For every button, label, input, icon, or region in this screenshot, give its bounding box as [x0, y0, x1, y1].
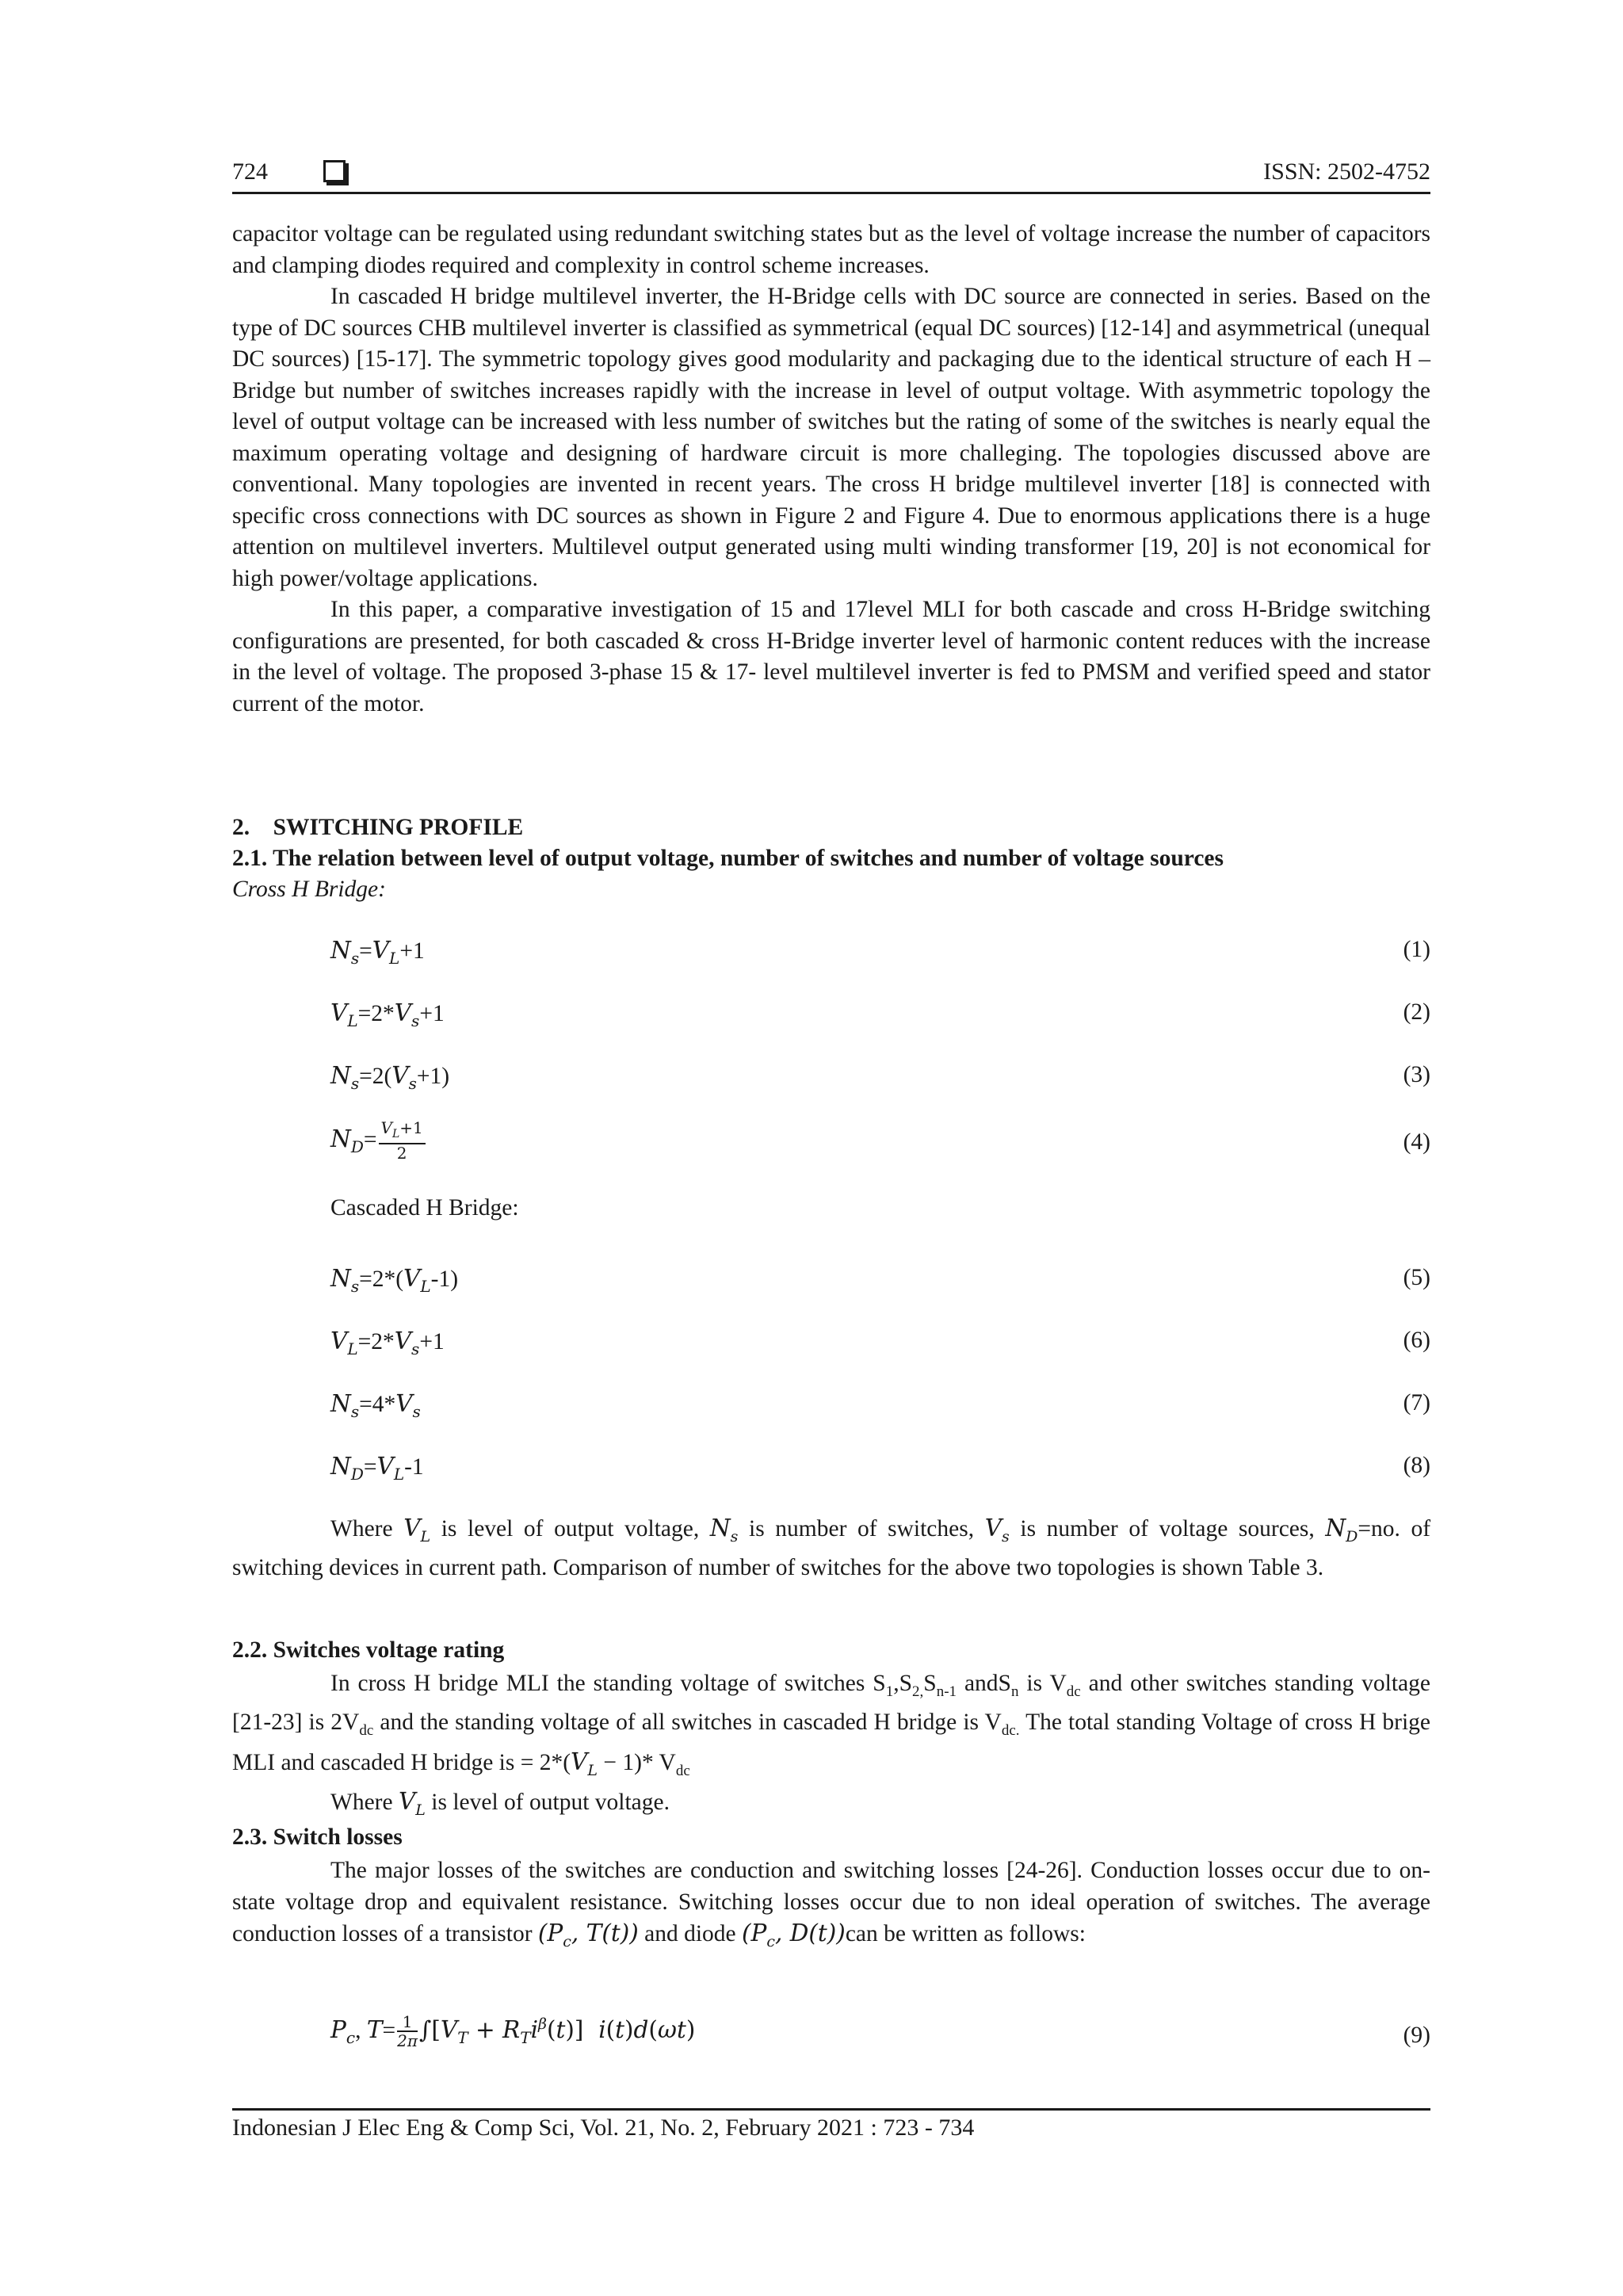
equation-number-9: (9) [1403, 2023, 1430, 2048]
switches-rating-paragraph: In cross H bridge MLI the standing voltage of switches $S_1,S_{2,}S_{n-1}$ andS$_n$ is $V_{dc}$ and other switches standing voltage [21-23] is $2V_{dc}$ and the standing voltage of all switches in cascaded H bridge is $V_{dc.}$ The total standing Voltage of cross H brige MLI and cascaded H bridge is = $2*(V_L - 1)*$ $V_{dc}$ Where $V_L$ is level of output voltage. [232, 1671, 1431, 1820]
equation-8: $N_D=V_L-1$ [330, 1453, 424, 1484]
where-text-5: =no. of switching devices in current path. Comparison of number of switches for the above two topologies is shown Table 3. [232, 1516, 1431, 1581]
page-header [232, 152, 1430, 193]
subsection-2-1-heading: 2.1. The relation between level of output voltage, number of switches and number of voltage sources [232, 846, 1224, 871]
p23-part-a: The major losses of the switches are conduction and switching losses [24-26]. Conduction losses occur due to on-state voltage drop and equivalent resistance. Switching losses occur due to non ideal operation of switches. The average conduction losses of a transistor [232, 1858, 1430, 1946]
where-text-1: Where [330, 1516, 393, 1541]
paragraph-2: In cascaded H bridge multilevel inverter, the H-Bridge cells with DC source are connected in series. Based on the type of DC sources CHB multilevel inverter is classified as symmetrical (equal DC sources) [12-14] and asymmetrical (unequal DC sources) [15-17]. The symmetric topology gives good modularity and packaging due to the identical structure of each H – Bridge but number of switches increases rapidly with the increase in level of output voltage. With asymmetric topology the level of output voltage can be increased with less number of switches but the rating of some of the switches is nearly equal the maximum operating voltage and designing of hardware circuit is more challeging. The topologies discussed above are conventional. Many topologies are invented in recent years. The cross H bridge multilevel inverter [18] is connected with specific cross connections with DC sources as shown in Figure 2 and Figure 4. Due to enormous applications there is a huge attention on multilevel inverters. Multilevel output generated using multi winding transformer [19, 20] is not economical for high power/voltage applications. [232, 284, 1430, 591]
equation-number-8: (8) [1403, 1453, 1430, 1478]
p22-part-b: and other switches standing voltage [21-23] is 2V [232, 1671, 1430, 1736]
p22-part-g: is level of output voltage. [431, 1790, 670, 1816]
equation-number-5: (5) [1403, 1265, 1430, 1290]
equation-3: $N_s=2(V_s+1)$ [330, 1062, 450, 1093]
subsection-2-2-heading: 2.2. Switches voltage rating [232, 1637, 505, 1663]
cascaded-h-bridge-label: Cascaded H Bridge: [330, 1195, 519, 1221]
equation-6: $V_L=2*V_s+1$ [330, 1328, 445, 1358]
footer-rule [232, 2108, 1430, 2111]
issn-label: ISSN: 2502-4752 [1263, 159, 1430, 185]
equation-7: $N_s=4*V_s$ [330, 1390, 421, 1421]
equation-1: $N_s=V_L+1$ [330, 937, 425, 968]
p22-part-d: The total standing Voltage of cross H brige MLI and cascaded H bridge is = 2*( [232, 1710, 1431, 1775]
equation-9: $P_c$, T= $\frac{1}{2\pi}$ $\int[V_T + R_Ti^\beta(t)]$ i(t)d(ωt) [330, 2012, 696, 2050]
intro-text [232, 219, 1430, 720]
equation-number-1: (1) [1403, 937, 1430, 962]
equation-number-7: (7) [1403, 1390, 1430, 1415]
cross-h-bridge-label: Cross H Bridge: [232, 877, 386, 902]
paragraph-3: In this paper, a comparative investigation of 15 and 17level MLI for both cascade and cross H-Bridge switching configurations are presented, for both cascaded & cross H-Bridge inverter level of harmonic content reduces with the increase in the level of voltage. The proposed 3-phase 15 & 17- level multilevel inverter is fed to PMSM and verified speed and stator current of the motor. [232, 597, 1430, 716]
equation-number-6: (6) [1403, 1328, 1430, 1353]
equation-2: $V_L=2*V_s+1$ [330, 999, 445, 1030]
header-rule [232, 192, 1430, 194]
section-heading: 2. SWITCHING PROFILE [232, 815, 524, 840]
where-text-2: is level of output voltage, [441, 1516, 700, 1541]
paragraph-1: capacitor voltage can be regulated using redundant switching states but as the level of voltage increase the number of capacitors and clamping diodes required and complexity in control scheme increases. [232, 221, 1430, 278]
equation-number-3: (3) [1403, 1062, 1430, 1087]
equation-number-4: (4) [1403, 1129, 1430, 1155]
subsection-2-3-heading: 2.3. Switch losses [232, 1824, 403, 1850]
page-footer: Indonesian J Elec Eng & Comp Sci, Vol. 21, No. 2, February 2021 : 723 - 734 [232, 2115, 975, 2141]
p22-part-a: In cross H bridge MLI the standing voltage of switches S [330, 1671, 886, 1696]
where-paragraph: Where $V_L$ is level of output voltage, $N_s$ is number of switches, $V_s$ is number of voltage sources, $N_D=no$. of switching devices in current path. Comparison of number of switches for the above two topologies is shown Table 3. [232, 1515, 1431, 1581]
p23-part-c: can be written as follows: [845, 1921, 1086, 1946]
equation-5: $N_s=2*(V_L-1)$ [330, 1265, 459, 1296]
switch-losses-paragraph: The major losses of the switches are conduction and switching losses [24-26]. Conduction losses occur due to on-state voltage drop and equivalent resistance. Switching losses occur due to non ideal operation of switches. The average conduction losses of a transistor ($P_c$, T(t)) and diode ($P_c$, D(t))can be written as follows: [232, 1858, 1430, 1950]
where-text-3: is number of switches, [749, 1516, 975, 1541]
equation-number-2: (2) [1403, 999, 1430, 1025]
where-text-4: is number of voltage sources, [1020, 1516, 1315, 1541]
p22-part-e: )* V [634, 1749, 676, 1775]
p22-part-f: Where [330, 1790, 393, 1816]
checkbox-square-icon [323, 160, 346, 182]
p22-part-c: and the standing voltage of all switches in cascaded H bridge is V [380, 1710, 1002, 1736]
p23-part-b: and diode [644, 1921, 736, 1946]
equation-4: $N_D=$ $\frac{V_L+1}{2}$ [330, 1119, 427, 1162]
page-number: 724 [232, 159, 268, 185]
